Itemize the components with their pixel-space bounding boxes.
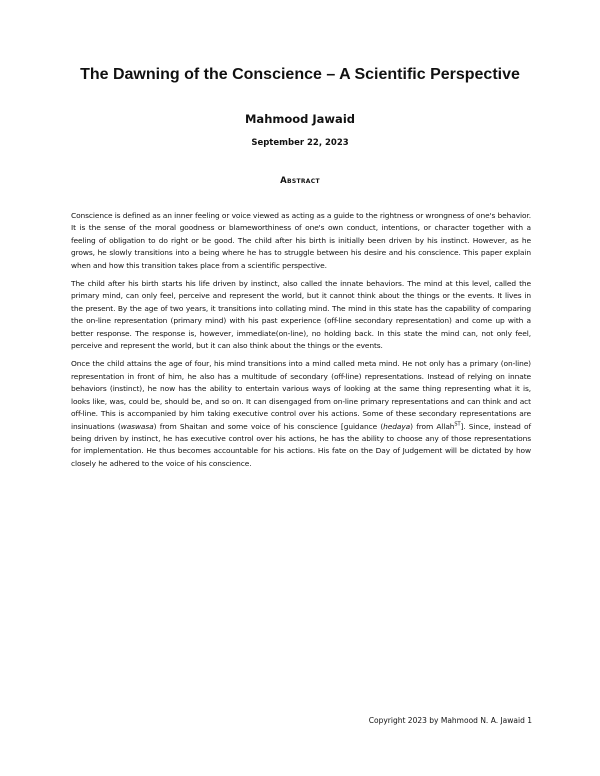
paragraph-2: The child after his birth starts his life driven by instinct, also called the innate behaviors. The mind at this level, called the primary mind, can only feel, perceive and represent the world, but it cannot think about the things or the events. It lives in the present. By the age of two years, it transitions into collating mind. The mind in this state has the capability of comparing the on-line representation (primary mind) with his past experience (off-line secondary representation) and come up with a better response. The response is, however, immediate(on-line), no holding back. In this state the mind can, not only feel, perceive and represent the world, but it can also think about the things or the events. <box>71 279 531 351</box>
paragraph-3-part-4: ]. Since, instead of being driven by instinct, he has executive control over his actions, he has the ability to choose any of those representations for implementation. He thus becomes accountable for his actions. His fate on the Day of Judgement will be dictated by how closely he adhered to the voice of his conscience. <box>71 421 532 468</box>
publication-date: September 22, 2023 <box>251 138 349 148</box>
paragraph-3-part-1: Once the child attains the age of four, his mind transitions into a mind called meta mind. He not only has a primary (on-line) representation in front of him, he also has a multitude of secondary (off-line) representations. Instead of relying on innate behaviors (instinct), he now has the ability to entertain various ways of looking at the same thing representing what it is, looks like, was, could be, should be, and so on. It can disengaged from on-line primary representations and can think and act off-line. This is accompanied by him taking executive control over his actions. Some of these secondary representations are insinuations ( <box>71 359 531 431</box>
term-waswasa: waswasa <box>120 421 154 431</box>
term-hedaya: hedaya <box>383 421 411 431</box>
honorific-superscript: ST <box>454 421 461 428</box>
paper-title: The Dawning of the Conscience – A Scientific Perspective <box>80 66 520 83</box>
abstract-body <box>71 210 531 476</box>
abstract-heading: Abstract <box>280 176 320 186</box>
author-name: Mahmood Jawaid <box>244 112 355 126</box>
paragraph-3-part-3: ) from Allah <box>410 421 455 431</box>
paragraph-3-part-2: ) from Shaitan and some voice of his conscience [guidance ( <box>153 421 384 431</box>
copyright-footer: Copyright 2023 by Mahmood N. A. Jawaid 1 <box>368 716 532 725</box>
paragraph-3 <box>71 358 531 470</box>
paragraph-1: Conscience is defined as an inner feeling or voice viewed as acting as a guide to the rightness or wrongness of one's behavior. It is the sense of the moral goodness or blameworthiness of one's own conduct, intentions, or character together with a feeling of obligation to do right or be good. The child after his birth is initially been driven by his instinct. However, as he grows, he slowly transitions into a being where he has to struggle between his desire and his conscience. This paper explain when and how this transition takes place from a scientific perspective. <box>71 211 531 270</box>
